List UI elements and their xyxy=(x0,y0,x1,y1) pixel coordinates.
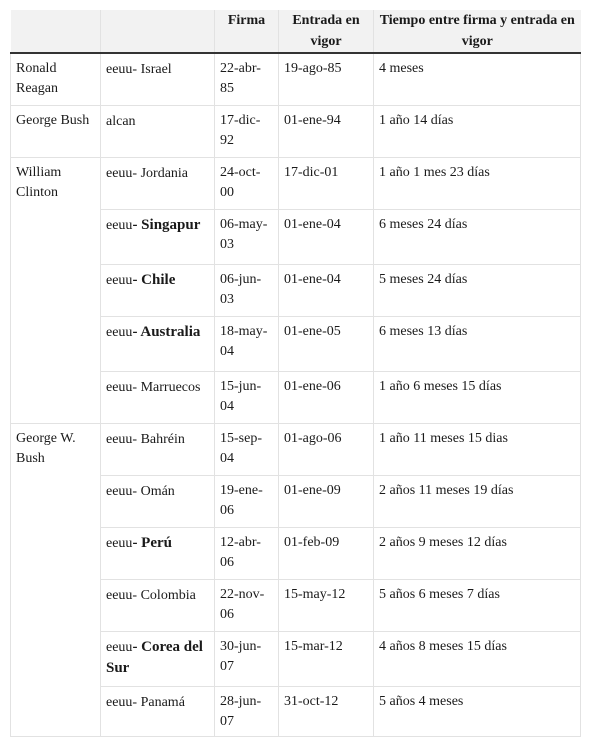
firma-cell: 15-jun-04 xyxy=(215,372,279,424)
agreement-name: eeuu xyxy=(106,218,133,233)
vigor-cell: 01-ene-94 xyxy=(279,106,374,158)
header-firma: Firma xyxy=(215,10,279,53)
agreement-name-bold: - Australia xyxy=(132,324,201,340)
agreement-name: eeuu- Panamá xyxy=(106,695,185,710)
firma-cell: 19-ene-06 xyxy=(215,476,279,528)
tiempo-cell: 4 años 8 meses 15 días xyxy=(374,632,581,687)
agreement-cell xyxy=(101,53,215,106)
table-row xyxy=(11,53,581,106)
president-cell: William Clinton xyxy=(11,158,101,424)
president-cell: George Bush xyxy=(11,106,101,158)
agreement-name: eeuu xyxy=(106,273,133,288)
header-president xyxy=(11,10,101,53)
firma-cell: 17-dic-92 xyxy=(215,106,279,158)
agreement-cell xyxy=(101,317,215,372)
agreement-name: eeuu- Israel xyxy=(106,62,172,77)
agreement-name: eeuu- Bahréin xyxy=(106,432,185,447)
agreement-name: alcan xyxy=(106,114,136,129)
vigor-cell: 15-may-12 xyxy=(279,580,374,632)
vigor-cell: 19-ago-85 xyxy=(279,53,374,106)
agreements-table-container xyxy=(10,10,581,737)
tiempo-cell: 6 meses 24 días xyxy=(374,210,581,265)
agreement-cell xyxy=(101,265,215,317)
agreement-name-bold: - Perú xyxy=(132,535,173,551)
tiempo-cell: 1 año 11 meses 15 dias xyxy=(374,424,581,476)
firma-cell: 18-may-04 xyxy=(215,317,279,372)
tiempo-cell: 5 años 4 meses xyxy=(374,687,581,737)
agreement-cell xyxy=(101,424,215,476)
firma-cell: 12-abr-06 xyxy=(215,528,279,580)
vigor-cell: 01-ene-04 xyxy=(279,265,374,317)
header-entrada-vigor: Entrada en vigor xyxy=(279,10,374,53)
firma-cell: 30-jun-07 xyxy=(215,632,279,687)
agreement-name: eeuu xyxy=(106,536,133,551)
tiempo-cell: 4 meses xyxy=(374,53,581,106)
tiempo-cell: 1 año 14 días xyxy=(374,106,581,158)
firma-cell: 24-oct-00 xyxy=(215,158,279,210)
vigor-cell: 31-oct-12 xyxy=(279,687,374,737)
header-tiempo: Tiempo entre firma y entrada en vigor xyxy=(374,10,581,53)
agreement-name: eeuu- Marruecos xyxy=(106,380,201,395)
tiempo-cell: 1 año 1 mes 23 días xyxy=(374,158,581,210)
agreement-name-bold: - Singapur xyxy=(132,217,201,233)
vigor-cell: 15-mar-12 xyxy=(279,632,374,687)
agreement-cell xyxy=(101,106,215,158)
tiempo-cell: 2 años 9 meses 12 días xyxy=(374,528,581,580)
vigor-cell: 17-dic-01 xyxy=(279,158,374,210)
firma-cell: 28-jun-07 xyxy=(215,687,279,737)
tiempo-cell: 1 año 6 meses 15 días xyxy=(374,372,581,424)
vigor-cell: 01-ene-05 xyxy=(279,317,374,372)
agreement-cell xyxy=(101,580,215,632)
firma-cell: 22-nov-06 xyxy=(215,580,279,632)
agreement-name: eeuu xyxy=(106,640,133,655)
firma-cell: 22-abr-85 xyxy=(215,53,279,106)
agreement-cell xyxy=(101,372,215,424)
agreement-cell xyxy=(101,476,215,528)
agreement-name: eeuu- Omán xyxy=(106,484,175,499)
header-acuerdo xyxy=(101,10,215,53)
agreement-name-bold: - Corea del Sur xyxy=(106,639,203,676)
president-cell: George W. Bush xyxy=(11,424,101,737)
agreement-name: eeuu- Jordania xyxy=(106,166,189,181)
table-row xyxy=(11,158,581,210)
firma-cell: 06-may-03 xyxy=(215,210,279,265)
president-cell: Ronald Reagan xyxy=(11,53,101,106)
vigor-cell: 01-feb-09 xyxy=(279,528,374,580)
tiempo-cell: 5 meses 24 días xyxy=(374,265,581,317)
vigor-cell: 01-ene-09 xyxy=(279,476,374,528)
agreement-name: eeuu- Colombia xyxy=(106,588,196,603)
vigor-cell: 01-ene-04 xyxy=(279,210,374,265)
tiempo-cell: 6 meses 13 días xyxy=(374,317,581,372)
table-row xyxy=(11,424,581,476)
agreement-cell xyxy=(101,687,215,737)
agreement-cell xyxy=(101,158,215,210)
trade-agreements-table xyxy=(10,10,581,737)
agreement-cell xyxy=(101,210,215,265)
agreement-name-bold: - Chile xyxy=(132,272,176,288)
firma-cell: 06-jun-03 xyxy=(215,265,279,317)
agreement-cell xyxy=(101,528,215,580)
table-header-row xyxy=(11,10,581,53)
tiempo-cell: 2 años 11 meses 19 días xyxy=(374,476,581,528)
vigor-cell: 01-ene-06 xyxy=(279,372,374,424)
agreement-cell xyxy=(101,632,215,687)
firma-cell: 15-sep-04 xyxy=(215,424,279,476)
table-row xyxy=(11,106,581,158)
tiempo-cell: 5 años 6 meses 7 días xyxy=(374,580,581,632)
agreement-name: eeuu xyxy=(106,325,133,340)
vigor-cell: 01-ago-06 xyxy=(279,424,374,476)
